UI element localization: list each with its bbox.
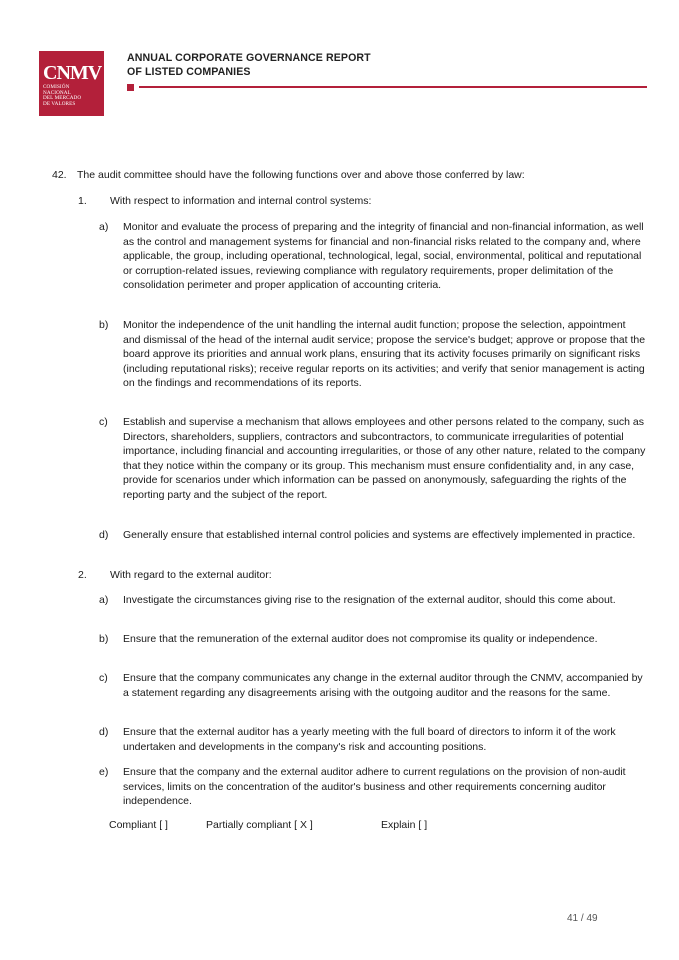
explain-option[interactable]: Explain [ ] [381, 819, 428, 831]
header-divider [139, 86, 647, 88]
report-title-line1: ANNUAL CORPORATE GOVERNANCE REPORT [127, 52, 371, 64]
page-number: 41 / 49 [567, 913, 598, 924]
logo-mark: CNMV [43, 62, 102, 84]
recommendation-number: 42. [52, 169, 67, 181]
compliant-option[interactable]: Compliant [ ] [109, 819, 168, 831]
recommendation-text: The audit committee should have the following functions over and above those conferred by law: [77, 169, 525, 181]
report-title [127, 52, 371, 79]
header-accent-square [127, 84, 134, 91]
cnmv-logo [39, 51, 104, 116]
logo-subtitle: COMISIÓN NACIONAL DEL MERCADO DE VALORES [43, 84, 82, 107]
partially-compliant-option[interactable]: Partially compliant [ X ] [206, 819, 313, 831]
report-title-line2: OF LISTED COMPANIES [127, 65, 251, 78]
